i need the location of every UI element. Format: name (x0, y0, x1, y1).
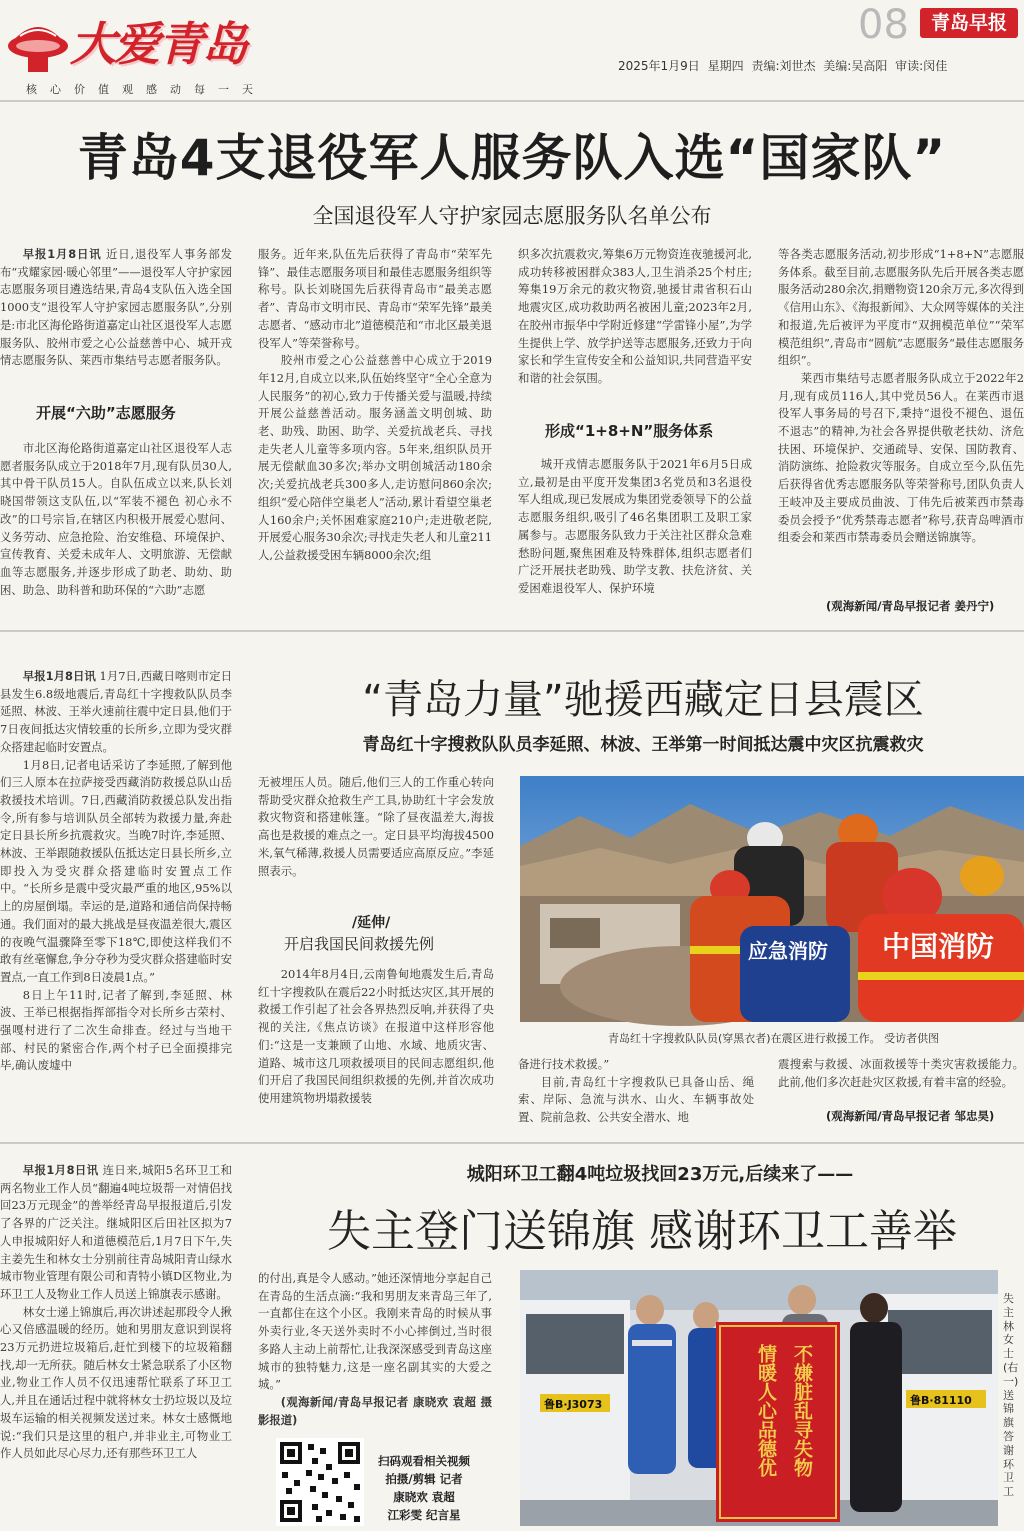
story1-section-heading-a: 开展“六助”志愿服务 (36, 404, 176, 422)
rescue-photo (520, 776, 1024, 1022)
story2-paragraph: 震搜索与救援、冰面救援等十类灾害救援能力。此前,他们多次赶赴灾区救援,有着丰富的经验。 (778, 1057, 1024, 1089)
story2-paragraph: 1月8日,记者电话采访了李延照,了解到他们三人原本在拉萨接受西藏消防救援总队山岳救援技术培训。7日,西藏消防救援总队发出指令,所有参与培训队员全部转为救援力量,奔赴定日县长所乡抗震救灾。当晚7时许,李延照、林波、王举跟随救援队伍抵达定日县长所乡,立即投入为受灾群众搭建临时安置点工作中。“长所乡是震中受灾最严重的地区,95%以上的房屋倒塌。幸运的是,道路和通信尚保持畅通。我们面对的最大挑战是昼夜温差很大,震区的夜晚气温骤降至零下18℃,即使这样我们不敢有丝毫懈怠,争分夺秒为受灾群众搭建临时安置点,一直工作到8日凌晨1点。” (0, 757, 232, 984)
story1-paragraph: 近日,退役军人事务部发布“戎耀家园·暖心邻里”——退役军人守护家园志愿服务项目遴选结果,青岛4支队伍入选全国1000支“退役军人守护家园志愿服务队”,分别是:市北区海伦路街道嘉定山社区退役军人志愿服务队、胶州市爱之心公益慈善中心、城开戎情志愿服务队、莱西市集结号志愿者服务队。 (0, 247, 232, 368)
dateline: 2025年1月9日 星期四 责编:刘世杰 美编:吴高阳 审读:闵佳 (618, 59, 948, 73)
banner-photo (520, 1270, 998, 1526)
story2-paragraph: 2014年8月4日,云南鲁甸地震发生后,青岛红十字搜救队在震后22小时抵达灾区,其开展的救援工作引起了社会各界热烈反响,并获得了央视的关注,《焦点访谈》在报道中这样形容他们:“这是一支兼顾了山地、水域、地质灾害、道路、城市这几项救援项目的民间志愿组织,他们开启了我国民间组织救援的先例,并首次成功使用建筑物坍塌救援装 (258, 967, 494, 1105)
story1-column-1a (0, 246, 232, 368)
story2-section-heading: 开启我国民间救援先例 (284, 935, 435, 953)
story1-section-heading-b: 形成“1+8+N”服务体系 (545, 422, 714, 440)
vest-text-1: 应急消防 (748, 939, 828, 963)
story2-paragraph: 8日上午11时,记者了解到,李延照、林波、王举已根据指挥部指令对长所乡古荣村、强嘎村进行了二次生命排查。经过与当地干部、村民的紧密合作,两个村子已全面摸排完毕,确认废墟中 (0, 987, 232, 1073)
story1-column-3b (518, 456, 752, 616)
story2-paragraph: 1月7日,西藏日喀则市定日县发生6.8级地震后,青岛红十字搜救队队员李延照、林波、王举火速前往震中定日县,他们于7日夜间抵达灾情较重的长所乡,立即为受灾群众搭建起临时安置点。 (0, 669, 232, 754)
story1-headline: 青岛4支退役军人服务队入选“国家队” (77, 129, 947, 187)
story2-column-3 (518, 1056, 754, 1128)
story2-headline: “青岛力量”驰援西藏定日县震区 (362, 677, 924, 723)
story1-byline: (观海新闻/青岛早报记者 姜丹宁) (826, 599, 995, 613)
story1-column-1b (0, 440, 232, 616)
story2-column-1 (0, 668, 232, 1126)
story1-lead-tag: 早报1月8日讯 (22, 247, 102, 261)
story1-paragraph: 服务。近年来,队伍先后获得了青岛市“荣军先锋”、最佳志愿服务项目和最佳志愿服务组织等称号。队长刘晓国先后获得青岛市“最美志愿者”、青岛市文明市民、青岛市“荣军先锋”最美志愿者、“感动市北”道德模范和“市北区最美退役军人”等荣誉称号。 (258, 247, 492, 350)
page-number: 08 (858, 2, 909, 48)
story3-lead-tag: 早报1月8日讯 (22, 1163, 99, 1177)
story2-column-2a (258, 774, 494, 900)
story2-column-2b (258, 966, 494, 1128)
story1-paragraph: 等各类志愿服务活动,初步形成“1+8+N”志愿服务体系。截至目前,志愿服务队先后开展各类志愿服务活动280余次,捐赠物资120余万元,多次得到《信用山东》、《海报新闻》、大众网等媒体的关注和报道,先后被评为平度市“双拥模范单位”“荣军模范组织”,青岛市“圆航”志愿服务“最佳志愿服务组织”。 (778, 247, 1024, 368)
story-divider (0, 1142, 1024, 1144)
story3-byline: (观海新闻/青岛早报记者 康晓欢 袁超 摄影报道) (258, 1394, 492, 1427)
slogan: 核心价值观感动每一天 (26, 83, 266, 96)
story2-byline: (观海新闻/青岛早报记者 邹忠昊) (826, 1109, 995, 1123)
story1-column-3a (518, 246, 752, 406)
story-divider (0, 630, 1024, 632)
qr-note-line: 拍摄/剪辑 记者 (385, 1472, 463, 1486)
story2-paragraph: 目前,青岛红十字搜救队已具备山岳、绳索、岸际、急流与洪水、山火、车辆事故处置、院前急救、公共安全潜水、地 (518, 1074, 754, 1125)
qr-note-line: 江彩雯 纪言星 (387, 1508, 461, 1522)
story1-column-4 (778, 246, 1024, 600)
story3-kicker: 城阳环卫工翻4吨垃圾找回23万元,后续来了—— (466, 1164, 854, 1185)
qr-note-line: 康晓欢 袁超 (393, 1490, 455, 1504)
qr-note (378, 1452, 470, 1524)
story2-section-tag: /延伸/ (352, 915, 391, 931)
story1-column-2 (258, 246, 492, 616)
qr-note-line: 扫码观看相关视频 (378, 1454, 470, 1468)
story1-paragraph: 市北区海伦路街道嘉定山社区退役军人志愿者服务队成立于2018年7月,现有队员30人,其中骨干队员15人。自队伍成立以来,队长刘晓国带领这支队伍,以“军装不褪色 初心永不改”的口号宗旨,在辖区内积极开展爱心慰问、义务劳动、应急抢险、治安维稳、环境保护、宣传教育、关爱未成年人、文明旅游、无偿献血等志愿服务,并逐步形成了助老、助幼、助困、助急、助科普和助环保的“六助”志愿 (0, 441, 232, 597)
plate-left: 鲁B·J3073 (544, 1398, 603, 1411)
logo-emblem (6, 6, 70, 76)
story3-column-2 (258, 1270, 492, 1430)
story3-headline: 失主登门送锦旗 感谢环卫工善举 (327, 1206, 957, 1257)
story2-paragraph: 备进行技术救援。” (518, 1057, 610, 1071)
story3-paragraph: 连日来,城阳5名环卫工和两名物业工作人员“翻遍4吨垃圾帮一对情侣找回23万元现金”的善举经青岛早报报道后,引发了各界的广泛关注。继城阳区后田社区拟为7人申报城阳好人和道德模范后,1月7日下午,失主姜先生和林女士分别前往青岛城阳青山绿水城市物业管理有限公司和青特小镇D区物业,为环卫工人及物业工作人员送上锦旗表示感谢。 (0, 1163, 232, 1301)
story3-column-1 (0, 1162, 232, 1530)
banner-line-2: 情暖人心品德优 (755, 1344, 777, 1477)
story1-paragraph: 莱西市集结号志愿者服务队成立于2022年2月,现有成员116人,其中党员56人。在莱西市退役军人事务局的号召下,秉持“退役不褪色、退伍不退志”的精神,为社会各界提供敬老扶幼、济危扶困、环境保护、交通疏导、安保、国防教育、消防演练、抢险救灾等服务。自成立至今,队伍先后获得省优秀志愿服务队等荣誉称号,团队负责人王岐冲及主要成员曲波、丁伟先后被莱西市禁毒委员会授予“优秀禁毒志愿者”称号,获青岛啤酒市组委会和莱西市禁毒委员会赠送锦旗等。 (778, 370, 1024, 545)
story1-paragraph: 城开戎情志愿服务队于2021年6月5日成立,最初是由平度开发集团3名党员和3名退役军人组成,现已发展成为集团党委领导下的公益志愿服务组织,吸引了46名集团职工及职工家属参与。志愿服务队致力于关注社区群众急难愁盼问题,聚焦困难及特殊群体,组织志愿者们广泛开展扶老助残、助学支教、扶危济贫、关爱困难退役军人、保护环境 (518, 457, 752, 595)
story1-subhead: 全国退役军人守护家园志愿服务队名单公布 (312, 204, 712, 228)
story2-paragraph: 无被埋压人员。随后,他们三人的工作重心转向帮助受灾群众抢救生产工具,协助红十字会发放救灾物资和搭建帐篷。“除了昼夜温差大,海拔高也是救援的难点之一。定日县平均海拔4500米,氧气稀薄,救援人员需要适应高原反应。”李延照表示。 (258, 775, 494, 878)
story3-paragraph: 的付出,真是令人感动。”她还深情地分享起自己在青岛的生活点滴:“我和男朋友来青岛三年了,一直都住在这个小区。我刚来青岛的时候从事外卖行业,冬天送外卖时不小心摔倒过,当时很多路人主动上前帮忙,让我深深感受到青岛这座城市的独特魅力,这是一座名副其实的大爱之城。” (258, 1271, 492, 1392)
banner-line-1: 不嫌脏乱寻失物 (791, 1344, 813, 1477)
plate-right: 鲁B·81110 (910, 1394, 972, 1407)
qr-code[interactable] (276, 1438, 364, 1526)
brand-title: 大爱青岛 (70, 17, 246, 71)
banner-photo-caption: 失主林女士(右一)送锦旗答谢环卫工 (1003, 1292, 1019, 1499)
story2-lead-tag: 早报1月8日讯 (22, 669, 96, 683)
story3-paragraph: 林女士递上锦旗后,再次讲述起那段令人揪心又倍感温暖的经历。她和男朋友意识到误将23万元扔进垃圾箱后,赶忙到楼下的垃圾箱翻找,却一无所获。随后林女士紧急联系了小区物业,物业工作人员不仅迅速帮忙联系了环卫工人,并且在通话过程中就将林女士扔垃圾以及垃圾车运输的相关视频发送过来。林女士感慨地说:“我们只是这里的租户,并非业主,可物业工作人员如此尽心尽力,还有那些环卫工人 (0, 1304, 232, 1461)
story1-paragraph: 织多次抗震救灾,筹集6万元物资连夜驰援河北,成功转移被困群众383人,卫生消杀25个村庄;筹集19万余元的救灾物资,驰援甘肃省积石山地震灾区,成功救助两名被困儿童;2023年2月,在胶州市振华中学附近修建“学雷锋小屋”,为学生提供上学、放学护送等志愿服务,还致力于向家长和学生宣传安全和公益知识,共同营造平安和谐的社会氛围。 (518, 247, 752, 385)
vest-text-2: 中国消防 (882, 930, 995, 963)
masthead-divider (0, 100, 1024, 102)
paper-name-badge: 青岛早报 (920, 8, 1018, 38)
rescue-photo-caption: 青岛红十字搜救队队员(穿黑衣者)在震区进行救援工作。 受访者供图 (608, 1032, 940, 1045)
story1-paragraph: 胶州市爱之心公益慈善中心成立于2019年12月,自成立以来,队伍始终坚守“全心全意为人民服务”的初心,致力于传播关爱与温暖,持续开展公益慈善活动。服务涵盖文明创城、助老、助残、助困、助学、关爱抗战老兵、寻找走失老人儿童等多项内容。5年来,组织队员开展无偿献血30多次;举办文明创城活动180余次;关爱抗战老兵300多人,走访慰问860余次;组织“爱心陪伴空巢老人”活动,累计看望空巢老人160余户;关怀困难家庭210户;走进敬老院,开展爱心服务30余次;寻找走失老人和儿童211人,公益救援受困车辆8000余次;组 (258, 353, 492, 562)
story2-column-4 (778, 1056, 1024, 1092)
story2-subhead: 青岛红十字搜救队队员李延照、林波、王举第一时间抵达震中灾区抗震救灾 (362, 735, 924, 755)
